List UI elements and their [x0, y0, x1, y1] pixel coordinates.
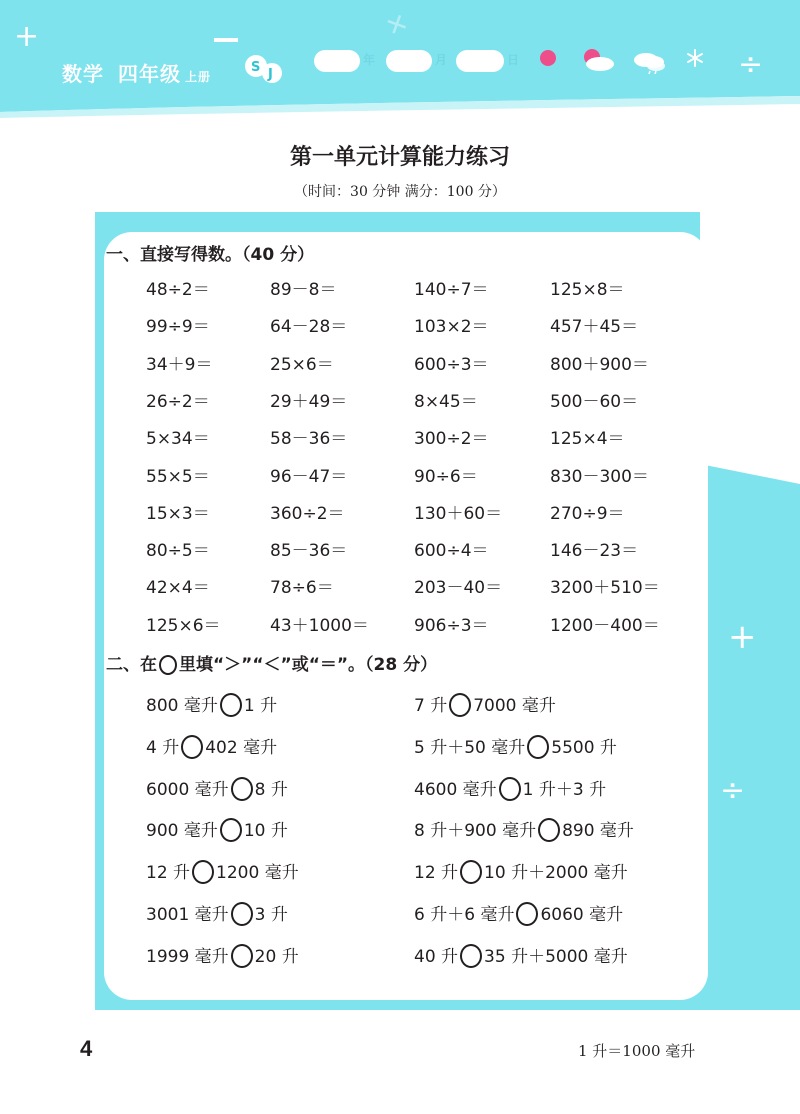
comparison-problem — [414, 816, 634, 842]
day-label: 日 — [507, 53, 520, 67]
answer-circle-icon — [159, 655, 177, 675]
comparison-left: 12 升 — [146, 863, 191, 883]
page-title: 第一单元计算能力练习 — [289, 145, 510, 170]
arithmetic-problem: 600÷3＝ — [414, 355, 489, 375]
answer-circle[interactable] — [220, 818, 242, 842]
comparison-right: 35 升＋5000 毫升 — [484, 947, 628, 967]
comparison-right: 1200 毫升 — [216, 863, 299, 883]
year-label: 年 — [363, 53, 376, 67]
arithmetic-problem: 48÷2＝ — [146, 280, 210, 300]
comparison-left: 6 升＋6 毫升 — [414, 905, 515, 925]
comparison-right: 7000 毫升 — [473, 696, 556, 716]
section2-heading — [106, 650, 437, 675]
grade-label: 四年级 — [118, 62, 181, 86]
answer-circle[interactable] — [231, 944, 253, 968]
comparison-problem — [414, 691, 556, 717]
comparison-problem — [146, 816, 288, 842]
answer-circle[interactable] — [449, 693, 471, 717]
month-label: 月 — [435, 53, 448, 67]
arithmetic-problem: 140÷7＝ — [414, 280, 489, 300]
exercise-frame — [0, 212, 800, 1022]
section1-heading: 一、直接写得数。（40 分） — [106, 245, 315, 265]
comparison-left: 800 毫升 — [146, 696, 218, 716]
comparison-left: 6000 毫升 — [146, 780, 229, 800]
arithmetic-problem: 26÷2＝ — [146, 392, 210, 412]
sunny-icon[interactable] — [538, 46, 558, 68]
arithmetic-problem: 85－36＝ — [270, 541, 348, 561]
arithmetic-problem: 58－36＝ — [270, 429, 348, 449]
comparison-left: 3001 毫升 — [146, 905, 229, 925]
arithmetic-problem: 203－40＝ — [414, 578, 503, 598]
arithmetic-problem: 125×8＝ — [550, 280, 625, 300]
answer-circle[interactable] — [181, 735, 203, 759]
time-score-subtitle: （时间：30 分钟 满分：100 分） — [294, 184, 506, 200]
answer-circle[interactable] — [499, 777, 521, 801]
snowflake-icon[interactable] — [684, 46, 706, 70]
day-field[interactable] — [456, 50, 504, 72]
arithmetic-problem: 8×45＝ — [414, 392, 478, 412]
arithmetic-problem: 80÷5＝ — [146, 541, 210, 561]
arithmetic-problem: 125×6＝ — [146, 616, 221, 636]
arithmetic-problem: 360÷2＝ — [270, 504, 345, 524]
arithmetic-problem: 42×4＝ — [146, 578, 210, 598]
arithmetic-problem: 130＋60＝ — [414, 504, 503, 524]
section2-heading-prefix: 二、在 — [106, 655, 157, 675]
arithmetic-problem: 300÷2＝ — [414, 429, 489, 449]
arithmetic-problem: 270÷9＝ — [550, 504, 625, 524]
answer-circle[interactable] — [538, 818, 560, 842]
plus-decoration-icon: + — [14, 19, 40, 54]
comparison-left: 12 升 — [414, 863, 459, 883]
comparison-left: 4600 毫升 — [414, 780, 497, 800]
minus-decoration-icon — [214, 38, 238, 42]
times-decoration-icon: + — [379, 3, 415, 45]
arithmetic-problem: 457＋45＝ — [550, 317, 639, 337]
comparison-problem — [414, 858, 628, 884]
answer-circle[interactable] — [220, 693, 242, 717]
comparison-problem — [414, 942, 628, 968]
arithmetic-problem: 906÷3＝ — [414, 616, 489, 636]
answer-circle[interactable] — [231, 777, 253, 801]
comparison-problem — [414, 775, 606, 801]
subject-grade-label — [62, 58, 211, 87]
arithmetic-problem: 99÷9＝ — [146, 317, 210, 337]
arithmetic-problem: 55×5＝ — [146, 467, 210, 487]
comparison-left: 5 升＋50 毫升 — [414, 738, 526, 758]
arithmetic-problem: 29＋49＝ — [270, 392, 348, 412]
page-number: 4 — [80, 1036, 93, 1061]
comparison-left: 4 升 — [146, 738, 180, 758]
comparison-problem — [146, 733, 277, 759]
comparison-left: 900 毫升 — [146, 821, 218, 841]
divide-decoration-icon: ÷ — [720, 773, 746, 808]
arithmetic-problem: 89－8＝ — [270, 280, 337, 300]
answer-circle[interactable] — [231, 902, 253, 926]
answer-circle[interactable] — [527, 735, 549, 759]
comparison-left: 7 升 — [414, 696, 448, 716]
comparison-problem — [146, 775, 288, 801]
logo-letter-j: J — [268, 67, 273, 82]
comparison-problem — [146, 942, 299, 968]
arithmetic-problem: 15×3＝ — [146, 504, 210, 524]
comparison-right: 20 升 — [254, 947, 299, 967]
arithmetic-problem: 600÷4＝ — [414, 541, 489, 561]
arithmetic-problem: 34＋9＝ — [146, 355, 213, 375]
comparison-right: 402 毫升 — [205, 738, 278, 758]
comparison-right: 1 升＋3 升 — [522, 780, 607, 800]
comparison-right: 5500 升 — [551, 738, 617, 758]
subject-label: 数学 — [62, 62, 104, 86]
arithmetic-problem: 500－60＝ — [550, 392, 639, 412]
arithmetic-problem: 78÷6＝ — [270, 578, 334, 598]
comparison-left: 40 升 — [414, 947, 459, 967]
arithmetic-problem: 64－28＝ — [270, 317, 348, 337]
comparison-right: 3 升 — [254, 905, 288, 925]
comparison-problem — [146, 900, 288, 926]
comparison-right: 10 升＋2000 毫升 — [484, 863, 628, 883]
arithmetic-problem: 25×6＝ — [270, 355, 334, 375]
arithmetic-problem: 125×4＝ — [550, 429, 625, 449]
comparison-left: 1999 毫升 — [146, 947, 229, 967]
answer-circle[interactable] — [192, 860, 214, 884]
comparison-right: 1 升 — [243, 696, 278, 716]
comparison-problem — [414, 900, 623, 926]
month-field[interactable] — [386, 50, 432, 72]
arithmetic-problem: 43＋1000＝ — [270, 616, 369, 636]
arithmetic-problem: 90÷6＝ — [414, 467, 478, 487]
section2-heading-suffix: 里填“＞”“＜”或“＝”。（28 分） — [179, 655, 438, 675]
comparison-right: 8 升 — [254, 780, 288, 800]
plus-decoration-icon: + — [728, 617, 757, 657]
arithmetic-problem: 146－23＝ — [550, 541, 639, 561]
answer-circle[interactable] — [516, 902, 538, 926]
sj-logo-icon — [240, 52, 290, 86]
logo-letter-s: S — [251, 60, 261, 75]
arithmetic-problem: 96－47＝ — [270, 467, 348, 487]
arithmetic-problem: 800＋900＝ — [550, 355, 649, 375]
partly-cloudy-icon[interactable] — [580, 46, 616, 74]
arithmetic-problem: 3200＋510＝ — [550, 578, 660, 598]
rainy-icon[interactable] — [644, 46, 668, 74]
arithmetic-problem: 830－300＝ — [550, 467, 649, 487]
comparison-problem — [146, 691, 277, 717]
answer-circle[interactable] — [460, 860, 482, 884]
arithmetic-problem: 1200－400＝ — [550, 616, 660, 636]
arithmetic-problem: 103×2＝ — [414, 317, 489, 337]
arithmetic-problem: 5×34＝ — [146, 429, 210, 449]
comparison-problem — [414, 733, 617, 759]
comparison-right: 10 升 — [243, 821, 288, 841]
divide-decoration-icon: ÷ — [738, 47, 764, 82]
comparison-left: 8 升＋900 毫升 — [414, 821, 537, 841]
comparison-problem — [146, 858, 299, 884]
volume-label: 上册 — [185, 70, 212, 84]
answer-circle[interactable] — [460, 944, 482, 968]
unit-conversion-note: 1 升＝1000 毫升 — [578, 1042, 696, 1060]
comparison-right: 6060 毫升 — [540, 905, 624, 925]
comparison-right: 890 毫升 — [562, 821, 634, 841]
year-field[interactable] — [314, 50, 360, 72]
